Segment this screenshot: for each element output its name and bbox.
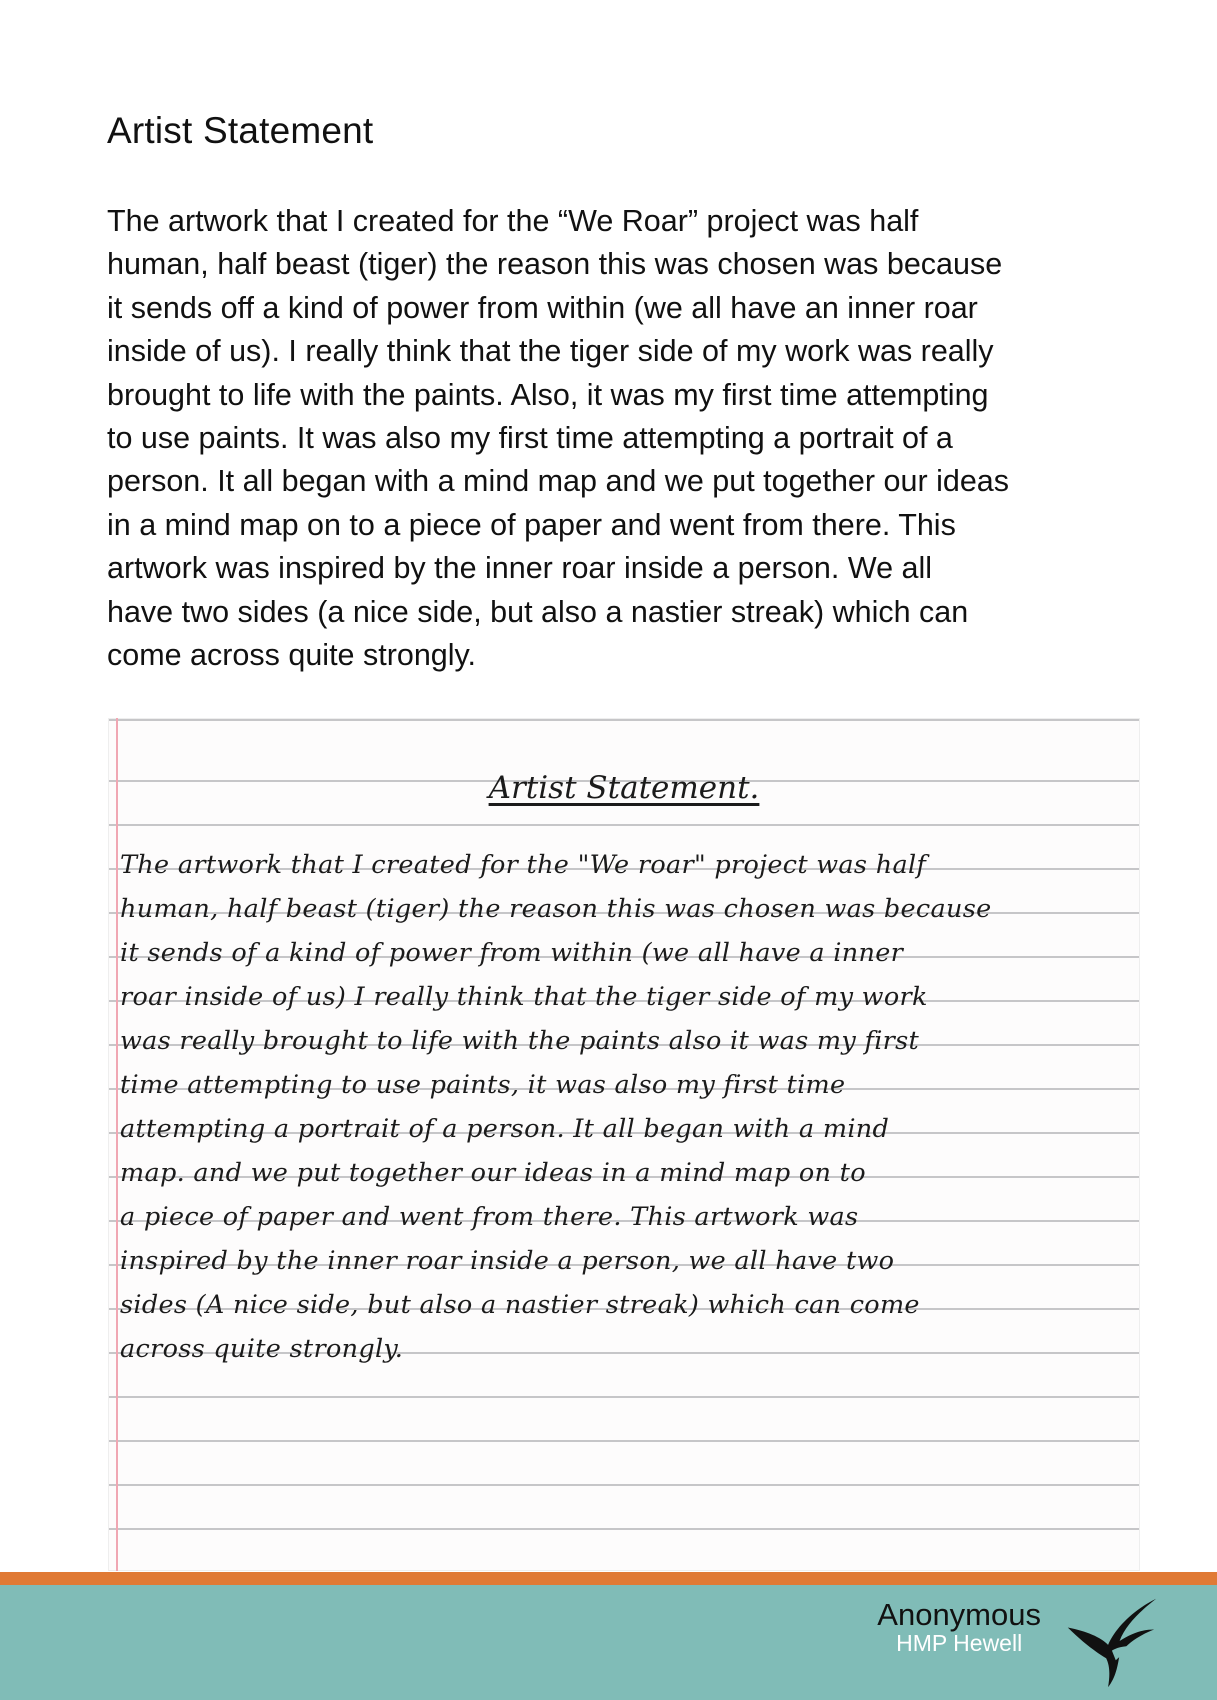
statement-line: The artwork that I created for the “We Roar” project was half [107,204,919,238]
statement-line: inside of us). I really think that the tiger side of my work was really [107,334,994,369]
handwritten-line: The artwork that I created for the "We roar" project was half [120,850,927,880]
handwritten-line: was really brought to life with the paints also it was my first [120,1026,920,1056]
handwritten-line: sides (A nice side, but also a nastier streak) which can come [120,1290,920,1320]
handwritten-line: inspired by the inner roar inside a person, we all have two [120,1246,895,1276]
page-title: Artist Statement [107,110,374,151]
handwritten-line: human, half beast (tiger) the reason this was chosen was because [120,894,992,924]
handwritten-line: a piece of paper and went from there. This artwork was [120,1202,859,1232]
statement-line: it sends off a kind of power from within (we all have an inner roar [107,290,978,325]
statement-line: person. It all began with a mind map and we put together our ideas [107,464,1009,499]
bird-logo-icon [1062,1593,1158,1689]
handwritten-line: across quite strongly. [120,1334,404,1364]
statement-line: artwork was inspired by the inner roar inside a person. We all [107,551,933,586]
handwritten-line: it sends of a kind of power from within (we all have a inner [120,938,904,968]
statement-line: human, half beast (tiger) the reason this was chosen was because [107,247,1003,282]
handwritten-text [120,843,1130,1371]
handwritten-line: time attempting to use paints, it was also my first time [120,1070,846,1100]
statement-line: brought to life with the paints. Also, it was my first time attempting [107,377,989,412]
statement-line: have two sides (a nice side, but also a nastier streak) which can [107,594,969,629]
author-name: Anonymous [877,1597,1041,1632]
handwritten-line: map. and we put together our ideas in a mind map on to [120,1158,866,1188]
handwritten-title: Artist Statement. [488,770,760,806]
statement-line: come across quite strongly. [107,638,476,673]
author-credit [877,1599,1041,1655]
footer-accent-stripe [0,1572,1217,1585]
handwritten-statement-image [108,718,1140,1571]
footer [0,1585,1217,1700]
statement-line: in a mind map on to a piece of paper and went from there. This [107,507,956,542]
paper-margin-line [116,718,118,1571]
author-location: HMP Hewell [896,1630,1023,1656]
handwritten-line: roar inside of us) I really think that the tiger side of my work [120,982,928,1012]
handwritten-line: attempting a portrait of a person. It all began with a mind [120,1114,890,1144]
statement-text [107,200,1117,677]
statement-line: to use paints. It was also my first time attempting a portrait of a [107,421,953,456]
